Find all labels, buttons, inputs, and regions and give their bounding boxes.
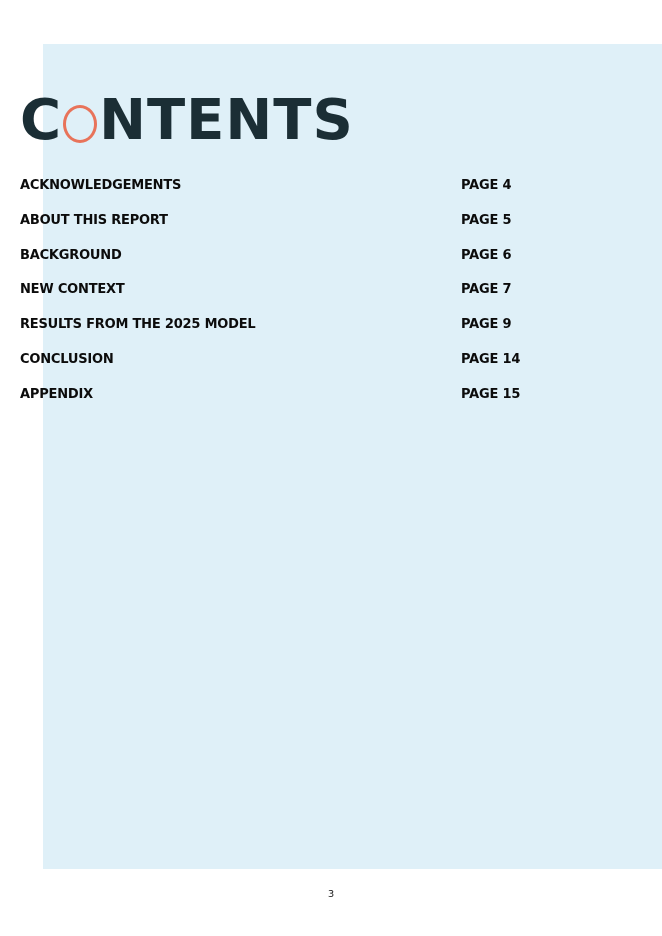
page-number: 3 (327, 889, 335, 900)
toc-page-label: PAGE 7 (461, 282, 512, 298)
toc-section-label: ACKNOWLEDGEMENTS (20, 178, 182, 193)
title-first-letter: C (20, 88, 63, 153)
toc-row[interactable] (20, 313, 580, 348)
title-rest: NTENTS (99, 88, 354, 153)
toc-page-label: PAGE 9 (461, 317, 512, 333)
toc-page-label: PAGE 15 (461, 386, 521, 402)
toc-row[interactable] (20, 278, 580, 313)
toc-row[interactable] (20, 348, 580, 383)
background-panel (43, 44, 662, 869)
toc-row[interactable] (20, 209, 580, 244)
toc-row[interactable] (20, 174, 580, 209)
circle-o-icon (63, 105, 97, 143)
toc-section-label: ABOUT THIS REPORT (20, 212, 168, 228)
toc-row[interactable] (20, 383, 580, 418)
toc-page-label: PAGE 4 (461, 178, 512, 193)
table-of-contents (20, 174, 580, 418)
page-title (20, 86, 354, 156)
toc-section-label: RESULTS FROM THE 2025 MODEL (20, 317, 256, 333)
toc-section-label: NEW CONTEXT (20, 282, 125, 298)
toc-section-label: CONCLUSION (20, 351, 114, 367)
toc-page-label: PAGE 14 (461, 351, 521, 367)
toc-page-label: PAGE 6 (461, 247, 512, 263)
toc-section-label: APPENDIX (20, 386, 93, 402)
toc-page-label: PAGE 5 (461, 212, 512, 228)
toc-row[interactable] (20, 244, 580, 279)
toc-section-label: BACKGROUND (20, 247, 122, 263)
